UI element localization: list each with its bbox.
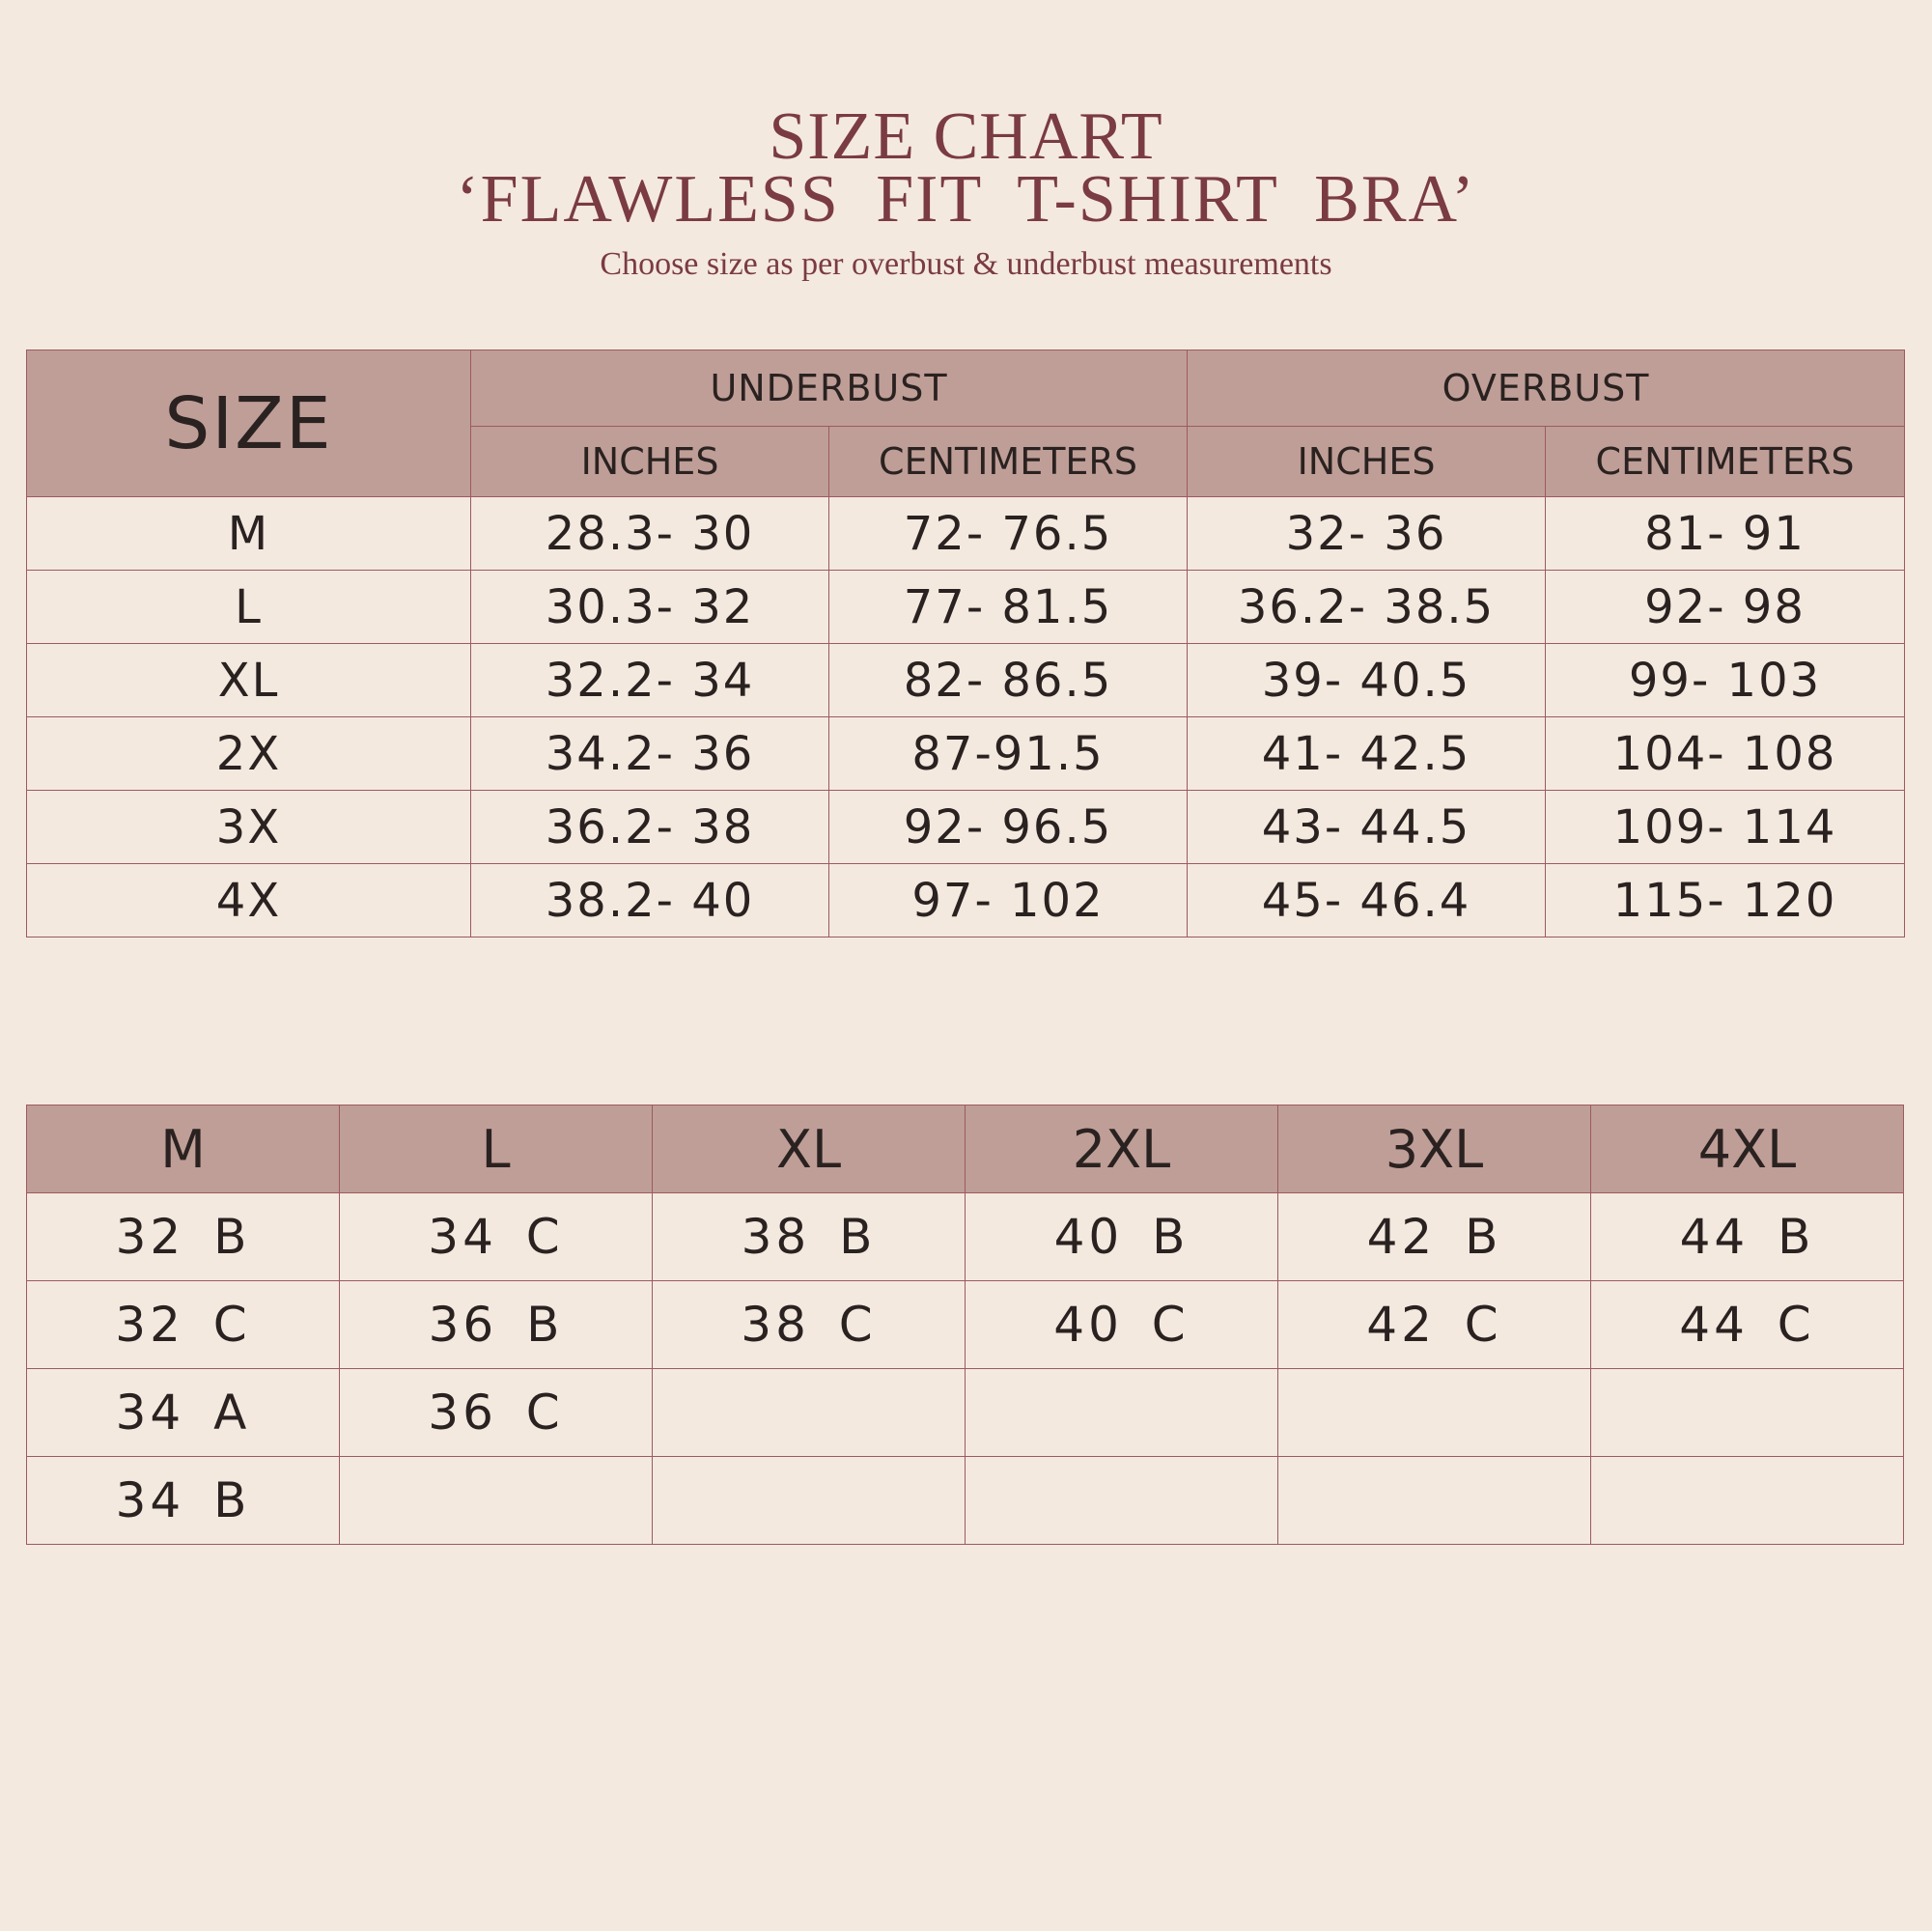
cup-cell <box>653 1457 966 1545</box>
overbust-inches-cell: 45- 46.4 <box>1188 864 1546 938</box>
table-row <box>27 571 1905 644</box>
cup-cell: 36 C <box>340 1369 653 1457</box>
overbust-cm-cell: 115- 120 <box>1546 864 1905 938</box>
size-cell: 4X <box>27 864 471 938</box>
size-cell: L <box>27 571 471 644</box>
cup-cell: 40 B <box>966 1193 1278 1281</box>
table-row <box>27 644 1905 717</box>
underbust-header: UNDERBUST <box>471 350 1188 427</box>
overbust-inches-cell: 32- 36 <box>1188 497 1546 571</box>
overbust-inches-cell: 43- 44.5 <box>1188 791 1546 864</box>
cup-cell <box>653 1369 966 1457</box>
cup-cell: 44 C <box>1591 1281 1904 1369</box>
table-row <box>27 1193 1904 1281</box>
title-block <box>0 99 1932 292</box>
underbust-inches-cell: 32.2- 34 <box>471 644 829 717</box>
overbust-cm-cell: 99- 103 <box>1546 644 1905 717</box>
underbust-cm-cell: 97- 102 <box>829 864 1188 938</box>
page-subtitle: Choose size as per overbust & underbust measurements <box>600 246 1332 282</box>
underbust-cm-cell: 92- 96.5 <box>829 791 1188 864</box>
cup-header-m: M <box>27 1105 340 1193</box>
table-row <box>27 1281 1904 1369</box>
cup-cell: 42 B <box>1278 1193 1591 1281</box>
cup-cell: 32 B <box>27 1193 340 1281</box>
cup-cell: 38 C <box>653 1281 966 1369</box>
table-row <box>27 717 1905 791</box>
overbust-inches-cell: 36.2- 38.5 <box>1188 571 1546 644</box>
underbust-inches-cell: 30.3- 32 <box>471 571 829 644</box>
cup-header-3xl: 3XL <box>1278 1105 1591 1193</box>
cup-size-table <box>26 1105 1904 1545</box>
overbust-cm-cell: 109- 114 <box>1546 791 1905 864</box>
underbust-inches-cell: 38.2- 40 <box>471 864 829 938</box>
size-cell: M <box>27 497 471 571</box>
underbust-inches-cell: 36.2- 38 <box>471 791 829 864</box>
page-title: SIZE CHART <box>769 99 1163 174</box>
cup-cell: 32 C <box>27 1281 340 1369</box>
overbust-header: OVERBUST <box>1188 350 1905 427</box>
size-cell: XL <box>27 644 471 717</box>
product-title: ‘FLAWLESS FIT T-SHIRT BRA’ <box>456 162 1476 237</box>
cup-cell: 40 C <box>966 1281 1278 1369</box>
cup-cell <box>966 1457 1278 1545</box>
table-row <box>27 791 1905 864</box>
cup-cell: 34 A <box>27 1369 340 1457</box>
cup-cell: 44 B <box>1591 1193 1904 1281</box>
overbust-inches-cell: 39- 40.5 <box>1188 644 1546 717</box>
underbust-cm-cell: 72- 76.5 <box>829 497 1188 571</box>
underbust-inches-cell: 28.3- 30 <box>471 497 829 571</box>
overbust-centimeters-header: CENTIMETERS <box>1546 427 1905 497</box>
size-cell: 3X <box>27 791 471 864</box>
overbust-cm-cell: 81- 91 <box>1546 497 1905 571</box>
underbust-cm-cell: 87-91.5 <box>829 717 1188 791</box>
cup-cell <box>966 1369 1278 1457</box>
cup-header-4xl: 4XL <box>1591 1105 1904 1193</box>
cup-cell: 34 C <box>340 1193 653 1281</box>
underbust-centimeters-header: CENTIMETERS <box>829 427 1188 497</box>
cup-header-2xl: 2XL <box>966 1105 1278 1193</box>
underbust-cm-cell: 77- 81.5 <box>829 571 1188 644</box>
table-row <box>27 864 1905 938</box>
cup-cell: 42 C <box>1278 1281 1591 1369</box>
cup-cell <box>1278 1369 1591 1457</box>
underbust-inches-cell: 34.2- 36 <box>471 717 829 791</box>
cup-cell: 36 B <box>340 1281 653 1369</box>
cup-cell: 34 B <box>27 1457 340 1545</box>
cup-header-xl: XL <box>653 1105 966 1193</box>
cup-cell <box>340 1457 653 1545</box>
underbust-cm-cell: 82- 86.5 <box>829 644 1188 717</box>
measurement-table <box>26 350 1905 938</box>
overbust-inches-header: INCHES <box>1188 427 1546 497</box>
cup-cell <box>1591 1369 1904 1457</box>
table-row <box>27 1369 1904 1457</box>
cup-cell: 38 B <box>653 1193 966 1281</box>
cup-header-l: L <box>340 1105 653 1193</box>
underbust-inches-header: INCHES <box>471 427 829 497</box>
table-row <box>27 497 1905 571</box>
overbust-cm-cell: 104- 108 <box>1546 717 1905 791</box>
cup-cell <box>1278 1457 1591 1545</box>
table-row <box>27 1457 1904 1545</box>
overbust-inches-cell: 41- 42.5 <box>1188 717 1546 791</box>
size-cell: 2X <box>27 717 471 791</box>
overbust-cm-cell: 92- 98 <box>1546 571 1905 644</box>
cup-cell <box>1591 1457 1904 1545</box>
size-column-header: SIZE <box>27 350 471 497</box>
